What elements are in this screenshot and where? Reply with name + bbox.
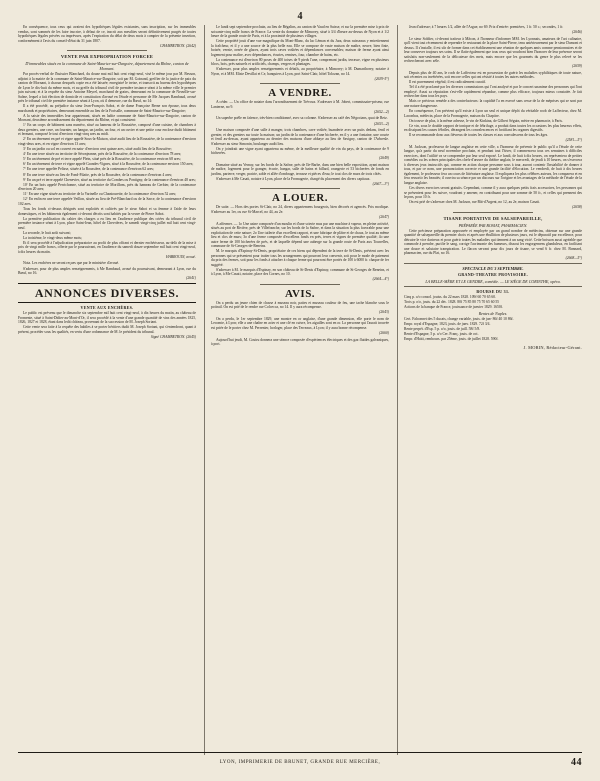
paragraph: 9º En un pré et terre appelé Chenevier, situé au territoire du Combes ou Pontigny, de la contenance d'environ 48 ares; — [23, 177, 196, 182]
section-heading-vente: VENTE PAR EXPROPRIATION FORCEE — [60, 54, 154, 60]
grand-theatre-heading: GRAND-THEATRE PROVISOIRE. — [457, 272, 529, 278]
paragraph: En conséquence, l'on prévient qu'il existe à Lyon un seul et unique dépôt du véritable roob de Laffecteur, chez M. Laconbas, médecin, place de la Fromagerie, maison du Chapitre. — [404, 109, 582, 118]
paragraph: Une maison composée d'une salle à manger, trois chambres, cave voûtée, buanderie avec un puits dedans, fenil et grenier, et des greniers sur toute la maison; un jardin de la contenance d'une bicherée, en il y a une fontaine, une courte et fenil au-dessus, ayant appartenu au dernier des maisons d'une abbaye au lieu de Savigny, canton de l'Arbresle. S'adresser au sieur Simonin, boulanger audit lieu. — [211, 128, 389, 146]
paragraph: 10º En un bois appelé Perrichonne, situé au territoire de Morillons, près du hameau de Gerbier, de la contenance d'environ 20 ares; — [18, 182, 196, 192]
section-rule — [18, 283, 196, 284]
grand-theatre-program: LA BELLE-MÈRE ET LE GENDRE, comédie. — LE SIÈGE DE CORINTHE, opéra. — [425, 278, 561, 284]
bourse-quotes — [404, 295, 582, 342]
bourse-heading: BOURSE DU 31. — [476, 288, 510, 294]
separator — [67, 50, 147, 51]
quote-line: Trois p. o/o, jouis. du 22 déc. 1828. 80f 75 85 80 75 70 65 60 55 — [404, 300, 500, 305]
signature: HABROUIN, avoué. — [165, 254, 196, 259]
a-louer-heading: A LOUER. — [272, 192, 328, 205]
paragraph: On trouve de plus, à la même adresse, le vin de Kinkina, de Gilbert Séguin, mètre en pharmacie, à Paris. — [409, 118, 563, 123]
section-rule — [18, 302, 196, 303]
separator — [260, 188, 340, 189]
signature: (2658) — [572, 205, 582, 210]
paragraph: Et il sera procédé à l'adjudication préparatoire au profit de plus offrant et dernier enchérisseur, au-delà de la mise à prix de vingt mille francs, offerte par le poursuivant, en l'audience du samedi douze septembre mil huit cent vingt-neuf, à dix heures du matin. — [18, 240, 196, 254]
paragraph: 6º En un tènement de terre et vigne appelé Grandes-Vignes, situé à la Roussière, de la contenance environ 150 ares; — [23, 162, 194, 167]
separator — [404, 286, 582, 287]
paragraph: On y joindrait une vigne ayant appartenu au même, de la meilleure qualité de vin du pays, de la contenance de 9 bicherées. — [211, 146, 389, 156]
paragraph: Le sieur Soldier, ci-devant traiteur à Mâcon, à l'honneur d'informer MM. les Lyonnais, amateurs de l'art culinaire, qu'il vient tout récemment de reprendre le restaurant de la place Saint-Pierre, tenu antérieurement par le sieur Dumont et dessus. Il s'installe, il est sûr de former dans cet établissement une réunion de quelques amis comme pensionnaires et de leur conserver toujours ses soins. Il se flatte également que tous ceux qui voudront bien l'honorer de leur présence seront satisfaits non-seulement de la délicatesse des mets, mais encore que les gourmets du genre le plus relevé se les rechercheront avec zèle. — [404, 36, 582, 64]
paragraph: S'adresser, pour plus amples renseignements et détails, au propriétaire, à Mimorey; à M. Dumarthorey, notaire à Nyon, et à MM. Eliste Devillai et Ce, banquiers à Lyon, port Saint-Clair, hôtel Tolozan, no 14. — [211, 67, 389, 76]
paragraph: Tel il a été proclamé par les diverses commissions qui l'ont analysé et par le concert unanime des personnes qui l'ont employé. Aussi sa réputation s'est-elle rapidement répandue, comme plus efficace, toujours mieux constatée. Je fait rechercher dans tous les pays. — [404, 85, 582, 99]
paragraph: 8º En une terre située au lieu de Fond-Filatte, près de la Roussière, de la contenance d'environ 4 ares; — [23, 172, 173, 177]
naples-heading: Rentes de Naples. — [478, 310, 508, 316]
signature: CHAMBETRON. (2642) — [159, 43, 196, 48]
quote-line: Actions de la banque de France, jouissance de janvier 1829. 1650f. — [404, 305, 503, 310]
paragraph: On a perdu, le 1er septembre 1829, une montre en or anglaise, d'une grande dimension, elle porte le nom de Lecomte, à Lyon; elle a une chaîne en acier et une clé en cuivre, les aiguilles sont en or. La personne qui l'aurait trouvée est priée de le porter chez M. Perrenier, horloger, place des Terreaux, à Lyon; il y aura bonne récompense. — [211, 316, 389, 330]
signature: (2639-5°) — [374, 76, 389, 81]
paragraph: Ce vin, sous le double rapport de tonique et de fébrifuge, a produit dans toutes les occasions les plus heureux effets, en dissipant les causes fébriles, dérangent les convalescences et fortifiant les organes digestifs. — [404, 123, 582, 133]
paragraph: Mais ce précieux remède a des contrefacteurs: la cupidité l'a en exercé sans cesse de la de méprises qui se sont par une nature dangereuse. — [404, 99, 582, 108]
tisane-subheading: PRÉPARÉE PAR BOSIAT, PHARMACIEN. — [458, 222, 528, 228]
paragraph: Jean d'adresse; à 7 heures 1/2, allée de l'Argue, no 69. Prix d'entrée: premières, 1 fr. 50 c.; secondes, 1 fr. — [409, 25, 564, 29]
paragraph: Il a été procédé, au préjudice du sieur Jean-François Sabot, et de dame Françoise Berne son épouse, tous deux marchands et propriétaires, demeurant ensemble au lieu de la Forisalle, commune de Saint-Maurice-sur-Dargoire; — [18, 104, 196, 113]
paragraph: Cette précieuse préparation approuvée et employée par un grand nombre de médecins, obtenue sur une grande quantité de salsepareille du premier choix et après une ébullition de plusieurs jours, est le dépuratif par excellence, pour détruire le vice dartreux et pour guérir toutes les maladies qui tiennent à un sang vicié. Cette boisson aussi agréable que commode à prendre, purifie le sang, corrige l'acrimonie des humeurs, dissout les engorgemens glanduleux, en facilitant une douce et salutaire transpiration. Le flacon servant pour dix jours de tisane, se vend 6 fr. chez M. Bonnard, pharmacien, rue du Plat, no 16. — [404, 228, 582, 256]
quote-line: Cert. Falconnet des 5 ducats, change variable, jouis. de jan- 86f 40 10 86f. — [404, 316, 514, 321]
paragraph: Il est puremment végétal; il est radicalement curatif. — [409, 80, 486, 85]
paragraph: 12º En enfin en une terre appelée Veillon, située au lieu de Pré-Blanchard ou de la Sarce, de la contenance d'environ 102 ares. — [18, 197, 196, 206]
separator — [260, 83, 340, 84]
paragraph: 4º En une terre située au territoire de Séronjeanne, près de la Roussière, de la contenance d'environ 78 ares; — [23, 152, 182, 157]
paragraph: Tous les fonds ci-dessus désignés sont exploités et cultivés par le sieur Sabot et sa femme à l'aide de leurs domestiques, et les bâtiments également ci-devant décrits sont habités par la veuve de Pierre Sabot. — [18, 207, 196, 216]
signature: (2668—5°) — [565, 256, 582, 261]
separator — [404, 263, 582, 264]
spectacle-heading: SPECTACLE DU 3 SEPTEMBRE. — [462, 265, 524, 271]
paragraph: Depuis plus de 40 ans, le roob de Laffecteur est en possession de guérir les maladies syphilitiques de toute nature, soit récentes ou invétérées, soit encore celles qui ont résisté à toutes les autres méthodes. — [404, 70, 582, 80]
signature: (2649) — [379, 156, 389, 161]
signature: (2660) — [379, 331, 389, 335]
encheres-heading: VENTE AUX ENCHÈRES. — [80, 304, 134, 310]
issue-number: 44 — [571, 756, 582, 768]
paragraph: 11º En une vigne située au territoire de la Varinelle ou Chantourette, de la contenance d'environ 52 ares; — [23, 192, 177, 197]
paragraph: La seconde, le huit août suivant; — [23, 230, 71, 235]
tisane-heading: TISANE PORTATIVE DE SALSEPAREILLE, — [443, 215, 543, 221]
paragraph: 7º En une terre appelée Pelisse, située à la Roussière, de la contenance d'environ 62 ares; — [23, 167, 154, 172]
quote-line: Cinq p. o/o consol. jouiss. du 22 mars 1828. 109f 60 70 65 60. — [404, 295, 496, 300]
paragraph: Par procès-verbal de l'huissier Blanchard, du douze mai mil huit cent vingt-neuf, visé le même jour par M. Besson, adjoint à la mairie de la commune de Saint-Maurice-sur-Dargoire, soit par M. Goinand, greffier de la justice de paix du canton de Mornant, à chacun desquels copie en a été laissée; enregistré le treize, et transcrit au bureau des hypothèques de Lyon le dix-huit du même mois, et au greffe du tribunal civil de première instance séant à la même ville le premier juin suivant; et à la requête du sieur Antoine Meyrel, marchand de grains, demeurant en la commune de Neuville-sur-Saône, lequel a fait élection de domicile et constitution d'avoué en l'étude et personne de Me Jacques Rambaud, avoué près le tribunal civil de première instance séant à Lyon, où il demeure, rue du Bœuf, no 14: — [18, 72, 196, 104]
paragraph: Le public est prévenu que le dimanche six septembre mil huit cent vingt-neuf, à dix heures du matin, au château de Fromente, situé à Saint-Didier-au-Mont-d'Or, il sera procédé à la vente d'une grande quantité de vins des années 1825, 1826, 1827 et 1828, étant dans ledit château, provenant de la succession de M. Joseph Soriant. — [18, 311, 196, 325]
signature: (2647) — [379, 215, 389, 220]
paragraph: 5º En un tènement de pré et terre appelé Plein, situé près de la Roussière, de la contenance environ 68 ares; — [23, 157, 181, 162]
editor-signature: J. MORIN, Rédacteur-Gérant. — [523, 344, 582, 350]
page-footer — [18, 752, 582, 767]
a-vendre-heading: A VENDRE. — [268, 87, 332, 100]
paragraph: Le lundi sept septembre prochain, au lieu de Bégalins, au canton de Vaud en Suisse, et sur la première mise à prix de soixante-cinq mille francs de France. La vente du domaine de Mimorey, situé à 3/4 d'heure au-dessus de Nyon et à 1/2 heure de la grande route de Paris, et à la proximité de plusieurs villages. — [211, 25, 389, 38]
quote-line: Rente d'Espagne, 5 p. o/o Cer. Franç. jouis. de oct. — [404, 332, 479, 336]
annonces-heading: ANNONCES DIVERSES. — [34, 286, 180, 301]
paragraph: 2º En un tènement en pré et vigne appelé Sous-la-Maison, situé audit lieu de la Roussière, de la contenance d'environ vingt-deux ares, et en vigne d'environ 13 ares; — [18, 137, 196, 146]
paragraph: Aujourd'hui jeudi, M. Coutru donnera une séance composée d'expériences électriques et des gaz fluides galvaniques, à port. — [211, 337, 389, 346]
paragraph: M. le marquis d'Espinay-St-Denis, propriétaire de ces biens qui dépendent de la terre de St-Denis, prévient avec les personnes qui se présentent pour traiter tous les arrangemens qui pourront leur convenir, soit pour le mode de paiement du prix des fermes, soit pour les fonds à attacher à chaque ferme qui pourront être portés de 100 à 6000 fr. chaque de fer suggéré. — [211, 249, 389, 267]
column-middle — [204, 25, 389, 755]
columns — [18, 25, 582, 755]
paragraph: Nota. Les enchères ne seront reçues que par le ministère d'avoué. — [23, 261, 120, 266]
signature: (2653—2) — [374, 121, 389, 126]
quote-line: Rente perpét. d'Esp. 5 p. o/o, jouis. de juill. 58f 5/8. — [404, 326, 481, 331]
paragraph: A affermer. — 1o Une usine composée d'un moulin et d'une scierie mus par une machine à vapeur, en pleine activité, situés au port de Rivière, près de Villefranche, sur les bords de la Saône, et dans la situation la plus favorable pour une exploitation de cette nature; 2o Une tuilerie d'un excellent rapport, et une fabrique de plâtre et de chaux, le tout au même lieu et clos de murs; 3o d'une ferme composée d'excellens fonds en prés, terres et vignes de première qualité; 4o une autre ferme de 100 bicherées de prés, et de laquelle dépend une auberge sur la grande route de Paris aux Tourrelles, commune de St-Georges-de-Reneins. — [211, 221, 389, 249]
paragraph: A céder. — Un office de notaire dans l'arrondissement de Trévoux. S'adresser à M. Jobert, commissaire-priseur, rue Lanterne, no 9. — [211, 100, 389, 109]
signature: (2652—2) — [374, 109, 389, 114]
paragraph: La troisième, le vingt-deux même mois; — [23, 235, 82, 240]
paragraph: On a perdu un jeune chien de chasse à museau noir, pattes et museau couleur de feu, une tache blanche sous le poitrail. On est prié de le rendre rue Colcecca, no 14. Il y aura récompense. — [211, 300, 389, 310]
paragraph: Ces divers exercices seront gratuits. Cependant, comme il y aura quelques petits frais accessoires, les personnes qui se présentent pour les suivre, voudront y amener, en contribuant pour une somme de 50 fr., et celles qui prennent des leçons, pour 10 fr. — [404, 186, 582, 200]
paragraph: Il se recommande donc aux fiévreux de toutes les classes et aux convalescens de tous les âges. — [409, 133, 549, 138]
paragraph: Cette propriété jouit d'une vue magnifique du Mont-Blanc, du lac Léman et du Jura, deux ruisseaux y entretiennent la fraîcheur, et il y a une source de la plus belle eau. Elle se compose de vaste maison de maître, neuve, bien finie, boisée, vernie, ornée de glaces, ayant trois caves voûtées et dépendances convenables; maison de ferme ayant ainsi logement pour maître, avec dépendances, écuries, remises, four, chambre de bains, etc. — [211, 39, 389, 57]
paragraph: M. Jackson, professeur de langue anglaise en cette ville, a l'honneur de prévenir le public qu'il a l'étude de cette langue, qu'a partir du neuf novembre prochain, et pendant tout l'hiver, il commencera tous ces semaines à difficiles exercices, dont l'utilité va se comprendre par leur seul exposé. Le lundi, de huit à dix heures, on représentera de petites comédies ou les scènes principales des chefs-d'œuvre du théâtre anglais; le mercredi, de jeudi à 10 heures, on s'exercera à diverses jeux instructifs qui, comme en action chaque personne sous à tour, auront contenir l'instabilité de donner à tous, et par ce nom, une prononciation correcte et une grande facilité d'élocution. Le vendredi, de huit à dix heures également, le professeur fera un cours de littérature anglaise. Il expliquera les plus célèbres auteurs, les comparera et en fera ressortir les beautés; il ouvrira sa séance par un discours sur l'origine et les avantages de la méthode de l'étude de la langue anglaise. — [404, 144, 582, 185]
page-number: 4 — [297, 11, 303, 22]
paragraph: A la saisie des immeubles leur appartenant, situés en ladite commune de Saint-Maurice-sur-Dargoire, canton de Mornant, deuxième arrondissement du département du Rhône, et qui consistent: — [18, 113, 196, 123]
paragraph: De suite. — Hors des portes St-Clair, no 24, divers appartemens bourgeois, bien décorés et agencés. Prix modique. S'adresser au 1er, ou rue St-Marcel, no 44, au 2e. — [211, 205, 389, 214]
signature: (2667—3°) — [372, 181, 389, 186]
paragraph: S'adresser, pour de plus amples renseignements, à Me Rambaud, avoué du poursuivant, demeurant à Lyon, rue du Bœuf, no 16. — [18, 266, 196, 276]
signature: (2646) — [572, 30, 582, 35]
quote-line: Empr. d'Haïti, rembours. par 25ème, jouis. de juillet 1828. 590f. — [404, 337, 499, 342]
signature: (2641) — [186, 276, 196, 281]
paragraph: La contenance est d'environ 80 poses de 400 toises de 9 pieds l'une, comprenant jardin, terrasse, vigne en plusieurs blocs, bois, prés naturels et artificiels, champs, vergers et plantages. — [211, 57, 389, 67]
paragraph: 3º En un jardin ou sol en couvert en natu- d'environ cent quinze ares, situé audit lieu de la Roussière; — [23, 147, 172, 152]
signature: (2664—4°) — [372, 277, 389, 282]
paragraph: La première publication du cahier des charges a eu lieu en l'audience publique des criées du tribunal civil de première instance séant à Lyon, place Saint-Jean, hôtel de Chevrières, le samedi vingt-cinq juillet mil huit cent vingt-neuf. — [18, 216, 196, 230]
paragraph: En conséquence, tous ceux qui avaient des hypothèques légales existantes, sans inscription, sur les immeubles vendus, sont sommés de les faire inscrire, à défaut de ce, inscrit aux mesdites seront définitivement purgés de toutes hypothèques légales privées ou imprévues, après l'expiration du délai de deux mois à compter de la présente insertion, conformément à l'avis du conseil-d'état du 31 juin 1807. — [18, 25, 196, 43]
paragraph: S'adresser à Me Casati, notaire à Lyon, place de la Fromagerie, chargé du placement des divers capitaux. — [216, 176, 371, 181]
paragraph: S'adresser à M. le marquis d'Espinay, en son château de St-Denis d'Espinay, commune de St-Georges de Reneins, et à Lyon, à Me Casati, notaire, place des Cornes, no 10. — [211, 267, 389, 277]
column-left — [18, 25, 196, 755]
avis-heading: AVIS. — [284, 287, 316, 300]
separator — [453, 212, 533, 213]
paragraph: 1º En un corps de bâtiment sans numéro, situé au hameau de la Roussière, composé d'une cuisine, de chambres à deux greniers, une cave, un fournier, un hangar, un jardin, un four, et un cuvier et une petite cour enclose dudit bâtiment et fermant, composé le tout d'environ vingt-cinq ares au midi. — [18, 123, 196, 137]
signature: (2643) — [379, 310, 389, 315]
signature: (2581—5°) — [565, 138, 582, 143]
signature: (2659) — [572, 64, 582, 69]
quote-line: Empr. royal d'Espagne, 1823, jouis. de janv. 1829. 72f 3/4. — [404, 321, 491, 326]
paragraph: Domaine situé au Vernay, sur les bords de la Saône, près de Ile-Barbe, dans une bien belle exposition, ayant maison de maître, logement pour le granger, écurie, hangar, salle de bains et billard, orangerie et 53 bicherées de fonds en jardins, parterre, verger, prairie, sable et allée d'ombrage, terrasse et pièces d'eau; le tout clos de murs de trois côtés. — [211, 162, 389, 176]
section-subheading: D'immeubles situés en la commune de Saint-Maurice-sur-Dargoire, département du Rhône, canton de Mornant. — [25, 61, 189, 72]
paragraph: Un superbe poêle en faïence, très-bien conditionné, avec sa colonne. S'adresser au café des Négocians, quai de Retz. — [216, 116, 388, 121]
printer-imprint: LYON, IMPRIMERIE DE BRUNET, GRANDE RUE MERCIÈRE, — [219, 759, 381, 765]
paragraph: Cette vente sera faite à la requête des habiles à se porter héritiers dudit M. Joseph Soriant, qui s'entendront, quant à présent, procéder sous les qualités, en vertu d'une ordonnance de M. le président du tribunal. — [18, 325, 196, 334]
paragraph: On est prié de s'adresser chez M. Jackson, rue Bât-d'Argent, no 12, au 2e, maison Casati. — [409, 200, 541, 205]
column-right — [397, 25, 582, 755]
separator — [260, 284, 340, 285]
signature: Signé CHAMBETRON. (2645) — [150, 334, 196, 339]
